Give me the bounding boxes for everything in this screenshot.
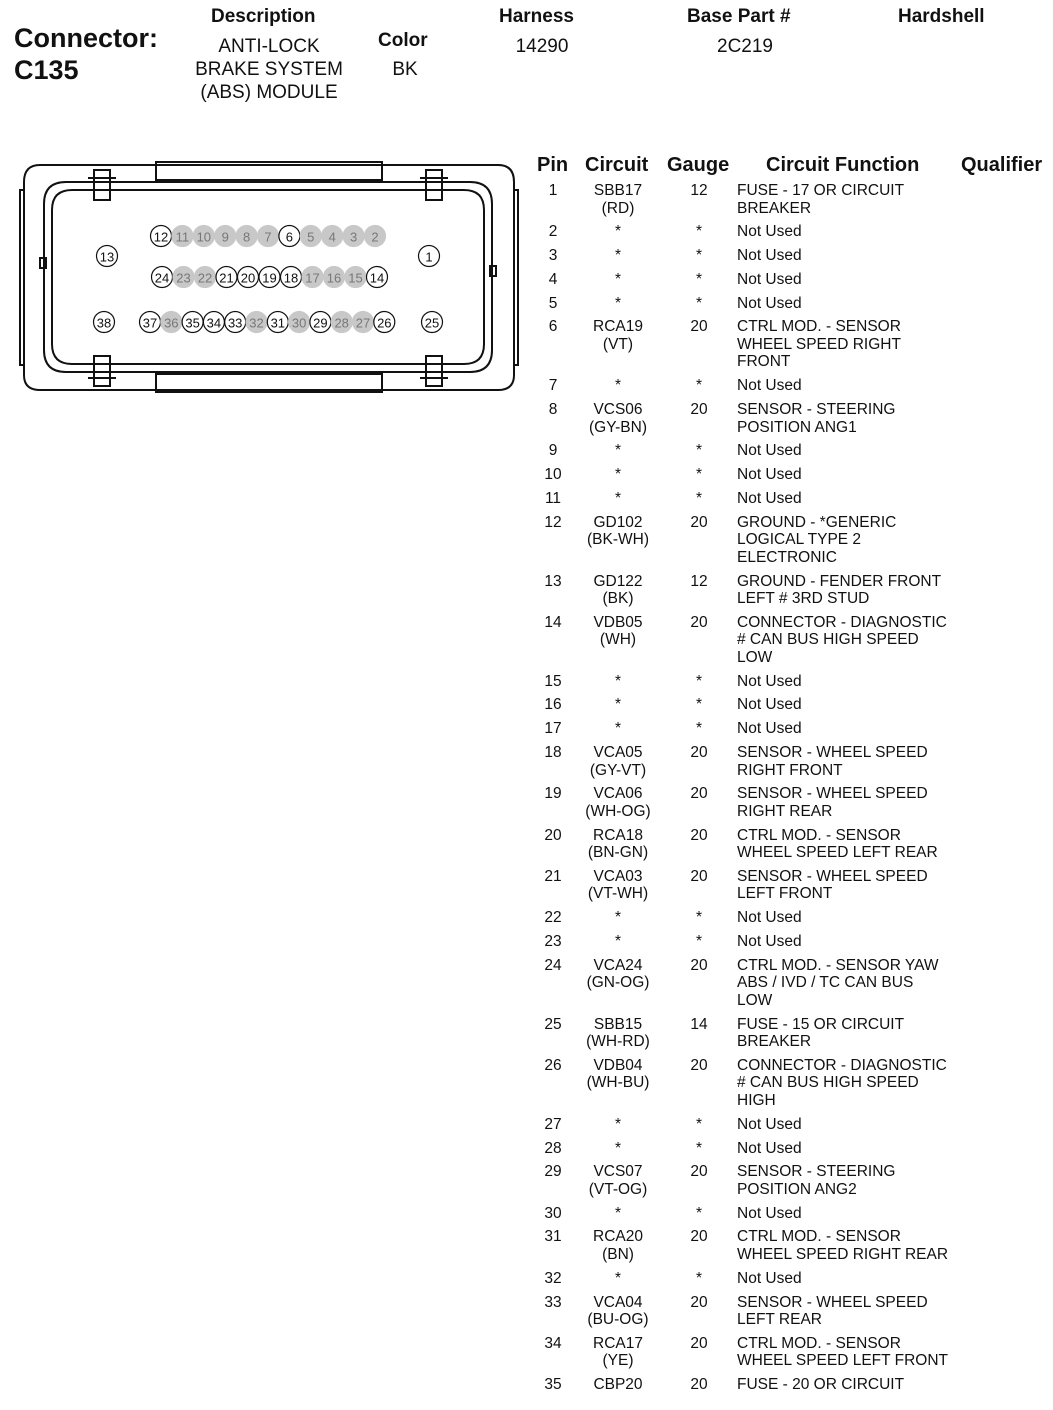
pin-cavity-28: [331, 312, 352, 333]
circuit-cell: *: [614, 1139, 622, 1157]
gauge-cell: 20: [690, 613, 708, 631]
pin-number: 34: [206, 315, 222, 331]
gauge-cell: *: [695, 1115, 703, 1133]
pin-number: 23: [176, 270, 191, 286]
pin-cavity-38: [94, 312, 115, 333]
pin-cell: 29: [544, 1163, 562, 1181]
pin-cavity-18: [281, 267, 302, 288]
gauge-cell: *: [695, 909, 703, 927]
function-cell: CTRL MOD. - SENSOR WHEEL SPEED LEFT FRONT: [737, 1334, 949, 1370]
table-row: [530, 401, 1050, 442]
pin-cavities: [94, 226, 443, 333]
pin-number: 24: [154, 270, 170, 286]
pin-cavity-31: [267, 312, 288, 333]
function-cell: CTRL MOD. - SENSOR WHEEL SPEED RIGHT REAR: [737, 1228, 949, 1263]
pin-cell: 22: [544, 909, 562, 927]
pin-cavity-24: [152, 267, 173, 288]
circuit-cell: SBB17 (RD): [593, 182, 643, 217]
pin-number: 18: [283, 270, 299, 286]
pin-number: 17: [305, 270, 320, 286]
function-cell: FUSE - 17 OR CIRCUIT BREAKER: [737, 182, 905, 217]
table-row: [530, 271, 1050, 295]
circuit-cell: CBP20: [593, 1376, 643, 1394]
pin-cell: 28: [544, 1139, 562, 1157]
pin-cell: 2: [548, 223, 558, 241]
pin-cavity-15: [345, 267, 366, 288]
pin-cavity-11: [172, 226, 193, 247]
pin-number: 29: [313, 315, 328, 331]
table-row: [530, 442, 1050, 466]
hardshell-label: Hardshell: [898, 6, 985, 27]
pin-number: 15: [348, 270, 363, 286]
pin-number: 27: [355, 315, 371, 331]
pin-cell: 9: [548, 442, 558, 460]
table-row: [530, 614, 1050, 673]
pin-cell: 12: [544, 513, 562, 531]
pin-cell: 18: [544, 744, 562, 762]
pin-number: 33: [227, 315, 243, 331]
pin-cell: 11: [544, 489, 562, 507]
function-cell: GROUND - FENDER FRONT LEFT # 3RD STUD: [737, 572, 942, 608]
function-cell: GROUND - *GENERIC LOGICAL TYPE 2 ELECTRONIC: [737, 513, 897, 566]
function-cell: Not Used: [737, 909, 802, 927]
circuit-cell: VCA06 (WH-OG): [585, 785, 651, 820]
pin-cell: 8: [548, 401, 558, 419]
description-label: Description: [211, 6, 316, 27]
circuit-cell: VCS06 (GY-BN): [589, 401, 647, 436]
pin-cell: 13: [544, 572, 562, 590]
circuit-cell: *: [614, 489, 622, 507]
table-row: [530, 1205, 1050, 1229]
pin-cavity-33: [225, 312, 246, 333]
function-cell: Not Used: [737, 377, 802, 395]
pin-cavity-30: [289, 312, 310, 333]
pin-cell: 24: [544, 956, 562, 974]
circuit-cell: RCA20 (BN): [593, 1228, 643, 1263]
function-cell: CONNECTOR - DIAGNOSTIC # CAN BUS HIGH SPEED LOW: [737, 613, 947, 666]
gauge-cell: 20: [690, 318, 708, 336]
function-cell: Not Used: [737, 1115, 802, 1133]
table-row: [530, 1016, 1050, 1057]
table-row: [530, 466, 1050, 490]
gauge-cell: *: [695, 489, 703, 507]
pin-cell: 15: [544, 672, 562, 690]
pin-cavity-12: [151, 226, 172, 247]
table-row: [530, 223, 1050, 247]
pin-number: 19: [262, 270, 277, 286]
function-cell: Not Used: [737, 696, 802, 714]
circuit-cell: VCA04 (BU-OG): [587, 1293, 649, 1328]
function-cell: SENSOR - STEERING POSITION ANG2: [737, 1163, 896, 1198]
function-cell: SENSOR - STEERING POSITION ANG1: [737, 401, 896, 436]
function-cell: Not Used: [737, 720, 802, 738]
gauge-cell: 20: [690, 1293, 708, 1311]
table-row: [530, 868, 1050, 909]
pin-cell: 16: [544, 696, 562, 714]
pin-number: 13: [99, 249, 115, 265]
pin-cavity-8: [236, 226, 257, 247]
table-row: [530, 1057, 1050, 1116]
pin-number: 3: [349, 229, 358, 245]
pin-cell: 10: [544, 466, 562, 484]
table-row: [530, 1335, 1050, 1376]
pin-number: 9: [221, 229, 229, 245]
circuit-cell: *: [614, 270, 622, 288]
gauge-cell: *: [695, 696, 703, 714]
pin-cavity-16: [324, 267, 345, 288]
pin-number: 32: [249, 315, 264, 331]
function-cell: CTRL MOD. - SENSOR WHEEL SPEED RIGHT FRONT: [737, 318, 901, 371]
gauge-cell: 20: [690, 744, 708, 762]
gauge-cell: 20: [690, 401, 708, 419]
pin-cell: 3: [548, 247, 558, 265]
gauge-cell: 12: [690, 572, 708, 590]
harness-label: Harness: [499, 6, 574, 27]
table-row: [530, 1294, 1050, 1335]
pin-cell: 1: [548, 182, 558, 199]
pin-number: 28: [334, 315, 349, 331]
function-cell: Not Used: [737, 223, 802, 241]
circuit-cell: *: [614, 696, 622, 714]
pin-cavity-26: [374, 312, 395, 333]
header-circuit-function: Circuit Function: [766, 154, 920, 176]
pin-cell: 17: [544, 720, 562, 738]
pin-cavity-1: [419, 246, 440, 267]
gauge-cell: 20: [690, 826, 708, 844]
function-cell: Not Used: [737, 1139, 802, 1157]
pin-number: 26: [377, 315, 392, 331]
connector-id: C135: [14, 55, 79, 85]
pin-cavity-14: [367, 267, 388, 288]
pin-cavity-4: [322, 226, 343, 247]
table-body: [530, 182, 1050, 1400]
pin-cell: 25: [544, 1015, 562, 1033]
circuit-cell: VCS07 (VT-OG): [588, 1163, 648, 1198]
base-part-value: 2C219: [717, 36, 773, 57]
pin-number: 7: [264, 229, 272, 245]
pin-number: 11: [175, 229, 190, 245]
header-qualifier: Qualifier: [961, 154, 1043, 176]
gauge-cell: *: [695, 270, 703, 288]
pin-cavity-34: [203, 312, 224, 333]
pin-cavity-2: [365, 226, 386, 247]
pin-cavity-17: [302, 267, 323, 288]
pin-cavity-25: [422, 312, 443, 333]
function-cell: FUSE - 15 OR CIRCUIT BREAKER: [737, 1015, 905, 1051]
pin-cavity-37: [140, 312, 161, 333]
function-cell: Not Used: [737, 672, 802, 690]
header-gauge: Gauge: [667, 154, 730, 176]
gauge-cell: 20: [690, 1376, 708, 1394]
pin-cavity-13: [97, 246, 118, 267]
function-cell: SENSOR - WHEEL SPEED LEFT REAR: [737, 1293, 928, 1328]
pin-number: 16: [326, 270, 342, 286]
table-row: [530, 933, 1050, 957]
circuit-cell: *: [614, 720, 622, 738]
header-circuit: Circuit: [585, 154, 649, 176]
table-row: [530, 377, 1050, 401]
table-row: [530, 1228, 1050, 1269]
gauge-cell: 20: [690, 956, 708, 974]
table-row: [530, 1163, 1050, 1204]
pin-number: 12: [153, 229, 169, 245]
connector-label: Connector:: [14, 23, 158, 53]
base-part-label: Base Part #: [687, 6, 791, 27]
circuit-cell: *: [614, 672, 622, 690]
gauge-cell: 12: [690, 182, 708, 199]
table-row: [530, 673, 1050, 697]
pin-number: 14: [369, 270, 385, 286]
pin-cavity-7: [258, 226, 279, 247]
function-cell: SENSOR - WHEEL SPEED LEFT FRONT: [737, 867, 928, 903]
pin-number: 2: [371, 229, 379, 245]
pin-number: 38: [96, 315, 112, 331]
circuit-cell: RCA18 (BN-GN): [587, 826, 649, 862]
gauge-cell: *: [695, 442, 703, 460]
pin-cavity-10: [193, 226, 214, 247]
gauge-cell: 20: [690, 867, 708, 885]
function-cell: CTRL MOD. - SENSOR WHEEL SPEED LEFT REAR: [737, 826, 938, 862]
circuit-cell: *: [614, 442, 622, 460]
pin-cell: 20: [544, 826, 562, 844]
circuit-cell: VDB05 (WH): [593, 613, 643, 649]
gauge-cell: *: [695, 223, 703, 241]
gauge-cell: *: [695, 1204, 703, 1222]
harness-value: 14290: [515, 36, 569, 57]
circuit-cell: VCA24 (GN-OG): [586, 956, 650, 992]
circuit-cell: VCA05 (GY-VT): [589, 744, 647, 779]
table-row: [530, 573, 1050, 614]
gauge-cell: 20: [690, 785, 708, 803]
pin-cell: 31: [544, 1228, 562, 1246]
pin-number: 31: [270, 315, 286, 331]
function-cell: Not Used: [737, 1269, 802, 1287]
function-cell: CONNECTOR - DIAGNOSTIC # CAN BUS HIGH SPEED HIGH: [737, 1056, 947, 1109]
pin-number: 5: [307, 229, 315, 245]
table-row: [530, 1270, 1050, 1294]
table-row: [530, 1140, 1050, 1164]
table-row: [530, 785, 1050, 826]
gauge-cell: *: [695, 247, 703, 265]
gauge-cell: *: [695, 294, 703, 312]
function-cell: Not Used: [737, 466, 802, 484]
color-value: BK: [392, 59, 418, 80]
connector-face-diagram: [18, 160, 520, 396]
circuit-cell: *: [614, 1115, 622, 1133]
header-pin: Pin: [537, 154, 569, 176]
pin-number: 22: [197, 270, 213, 286]
pin-cell: 6: [548, 318, 558, 336]
pin-cavity-20: [238, 267, 259, 288]
pinout-table: [530, 154, 1050, 1400]
pin-cell: 32: [544, 1269, 562, 1287]
pin-cell: 26: [544, 1056, 562, 1074]
table-row: [530, 182, 1050, 223]
function-cell: Not Used: [737, 933, 802, 951]
gauge-cell: *: [695, 1269, 703, 1287]
gauge-cell: *: [695, 672, 703, 690]
pin-cavity-23: [173, 267, 194, 288]
function-cell: FUSE - 20 OR CIRCUIT: [737, 1376, 905, 1394]
pin-cavity-32: [246, 312, 267, 333]
circuit-cell: GD122 (BK): [593, 572, 643, 608]
table-row: [530, 1376, 1050, 1400]
circuit-cell: VDB04 (WH-BU): [586, 1056, 650, 1092]
pin-cavity-27: [353, 312, 374, 333]
circuit-cell: GD102 (BK-WH): [587, 513, 649, 549]
pin-cell: 33: [544, 1293, 562, 1311]
pin-cell: 5: [548, 294, 558, 312]
pin-number: 25: [424, 315, 440, 331]
gauge-cell: 20: [690, 1163, 708, 1181]
circuit-cell: *: [614, 909, 622, 927]
circuit-cell: *: [614, 294, 622, 312]
function-cell: Not Used: [737, 247, 802, 265]
pin-cell: 27: [544, 1115, 562, 1133]
pin-cavity-6: [279, 226, 300, 247]
gauge-cell: 20: [690, 1056, 708, 1074]
color-label: Color: [378, 30, 428, 51]
pin-cavity-9: [215, 226, 236, 247]
table-row: [530, 827, 1050, 868]
pin-number: 21: [219, 270, 234, 286]
pin-cell: 21: [544, 867, 562, 885]
table-row: [530, 514, 1050, 573]
pin-number: 1: [425, 249, 433, 265]
function-cell: Not Used: [737, 270, 802, 288]
function-cell: CTRL MOD. - SENSOR YAW ABS / IVD / TC CAN BUS LOW: [737, 956, 939, 1009]
gauge-cell: *: [695, 466, 703, 484]
pin-number: 10: [196, 229, 212, 245]
table-row: [530, 318, 1050, 377]
pin-number: 20: [240, 270, 256, 286]
pin-cavity-21: [216, 267, 237, 288]
circuit-cell: *: [614, 377, 622, 395]
circuit-cell: *: [614, 1269, 622, 1287]
pin-cell: 35: [544, 1376, 562, 1394]
gauge-cell: 20: [690, 1228, 708, 1246]
pin-cell: 4: [548, 270, 558, 288]
pin-number: 8: [242, 229, 251, 245]
table-row: [530, 490, 1050, 514]
circuit-cell: VCA03 (VT-WH): [587, 867, 649, 903]
pin-number: 37: [142, 315, 158, 331]
table-row: [530, 696, 1050, 720]
table-row: [530, 720, 1050, 744]
gauge-cell: 20: [690, 513, 708, 531]
pin-number: 30: [291, 315, 307, 331]
pin-number: 4: [328, 229, 336, 245]
circuit-cell: RCA19 (VT): [593, 318, 643, 353]
pin-cell: 19: [544, 785, 562, 803]
description-value: ANTI-LOCK BRAKE SYSTEM (ABS) MODULE: [195, 36, 343, 103]
gauge-cell: 20: [690, 1334, 708, 1352]
pin-number: 6: [285, 229, 294, 245]
gauge-cell: *: [695, 720, 703, 738]
function-cell: Not Used: [737, 489, 802, 507]
gauge-cell: 14: [690, 1015, 708, 1033]
circuit-cell: SBB15 (WH-RD): [586, 1015, 650, 1051]
circuit-cell: *: [614, 247, 622, 265]
pin-cavity-19: [259, 267, 280, 288]
circuit-cell: RCA17 (YE): [593, 1334, 643, 1370]
pin-cell: 23: [544, 933, 562, 951]
pin-cell: 34: [544, 1334, 562, 1352]
table-row: [530, 295, 1050, 319]
pin-number: 35: [185, 315, 200, 331]
function-cell: Not Used: [737, 1204, 802, 1222]
pin-cavity-3: [343, 226, 364, 247]
pin-cavity-29: [310, 312, 331, 333]
pin-cavity-35: [182, 312, 203, 333]
pin-cavity-22: [195, 267, 216, 288]
table-row: [530, 957, 1050, 1016]
connector-title: [14, 22, 158, 86]
pin-cell: 30: [544, 1204, 562, 1222]
gauge-cell: *: [695, 933, 703, 951]
pin-cell: 14: [544, 613, 562, 631]
table-row: [530, 744, 1050, 785]
pin-cell: 7: [548, 377, 558, 395]
table-header: [530, 154, 1050, 182]
function-cell: SENSOR - WHEEL SPEED RIGHT REAR: [737, 785, 928, 820]
gauge-cell: *: [695, 377, 703, 395]
function-cell: Not Used: [737, 294, 802, 312]
pin-cavity-5: [300, 226, 321, 247]
function-cell: Not Used: [737, 442, 802, 460]
gauge-cell: *: [695, 1139, 703, 1157]
function-cell: SENSOR - WHEEL SPEED RIGHT FRONT: [737, 744, 928, 779]
circuit-cell: *: [614, 466, 622, 484]
table-row: [530, 1116, 1050, 1140]
table-row: [530, 247, 1050, 271]
circuit-cell: *: [614, 223, 622, 241]
table-row: [530, 909, 1050, 933]
pin-number: 36: [164, 315, 179, 331]
circuit-cell: *: [614, 1204, 622, 1222]
circuit-cell: *: [614, 933, 622, 951]
pin-cavity-36: [161, 312, 182, 333]
